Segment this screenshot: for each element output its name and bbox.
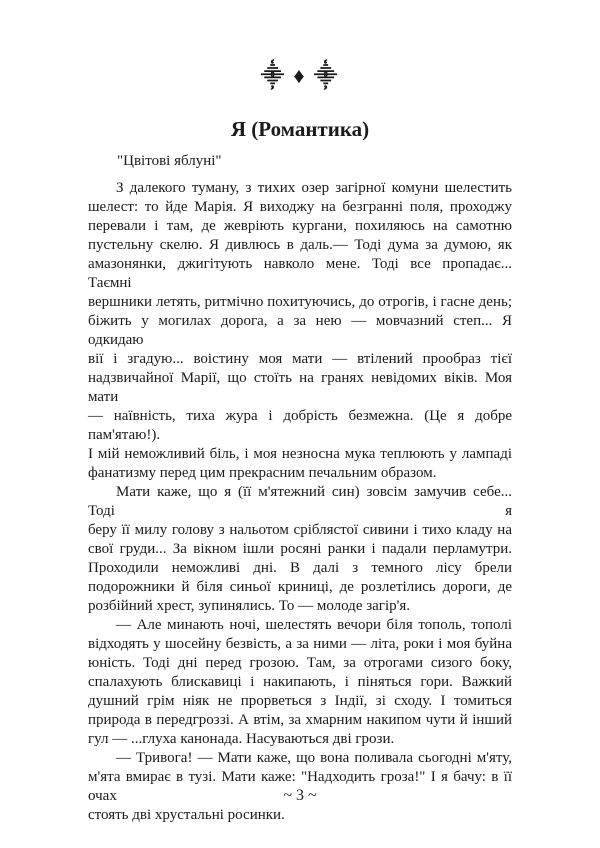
text-line: надзвичайної Марії, що стоїть на гранях невідомих віків. Моя мати: [88, 370, 512, 405]
text-line: свої груди... За вікном ішли росяні ранки і падали перламутри.: [88, 541, 512, 557]
text-line: шелест: то йде Марія. Я виходжу на безгранні поля, проходжу: [88, 199, 512, 215]
text-line: фанатизму перед цим прекрасним печальним образом.: [88, 465, 437, 481]
text-line: природа в передгроззі. А втім, за хмарним накипом чути й інший: [88, 712, 512, 728]
epigraph: "Цвітові яблуні": [117, 153, 222, 169]
text-line: амазонянки, джигітують навколо мене. Тоді все пропадає... Таємні: [88, 256, 512, 291]
text-line: відходять у шосейну безвість, а за ними — літа, роки і моя буйна: [88, 636, 512, 652]
text-line: гул — ...глуха канонада. Насуваються дві грози.: [88, 731, 395, 747]
text-line: Мати каже, що я (її м'ятежний син) зовсім замучив себе... Тоді я: [88, 484, 512, 519]
text-line: юність. Тоді дні перед грозою. Там, за отрогами сизого боку,: [88, 655, 512, 671]
text-line: подорожники й біля синьої криниці, де розлетілись дороги, де: [88, 579, 512, 595]
header-ornament: [0, 62, 600, 90]
text-line: — Тривога! — Мати каже, що вона поливала сьогодні м'яту,: [116, 750, 512, 766]
page-footer: [0, 786, 600, 806]
body-text: [88, 179, 512, 825]
paragraph: [88, 616, 512, 749]
text-line: пустельну скелю. Я дивлюсь в даль.— Тоді дума за думою, як: [88, 237, 512, 253]
page-number: 3: [296, 787, 304, 804]
text-line: біжить у могилах дорога, а за нею — мовчазний степ... Я одкидаю: [88, 313, 512, 348]
text-line: спалахують блискавиці і накипають, і піняться гори. Важкий: [88, 674, 512, 690]
text-line: перевали і там, де жевріють кургани, похиляюсь на самотню: [88, 218, 512, 234]
text-line: — Але минають ночі, шелестять вечори біля тополь, тополі: [116, 617, 512, 633]
text-line: З далекого туману, з тихих озер загірної комуни шелестить: [116, 180, 512, 196]
footer-ornament-right-icon: ~: [308, 787, 317, 804]
text-line: — наївність, тиха жура і добрість безмежна. (Це я добре пам'ятаю!).: [88, 408, 512, 443]
text-line: беру її милу голову з нальотом сріблястої сивини і тихо кладу на: [88, 522, 512, 538]
text-line: душний грім ніяк не прорветься з Індії, зі сходу. І томиться: [88, 693, 512, 709]
text-line: стоять дві хрустальні росинки.: [88, 807, 285, 823]
ornament-diamond-icon: ♦: [293, 63, 307, 88]
text-line: Проходили неможливі дні. В далі з темного лісу брели: [88, 560, 512, 576]
text-line: м'ята вмирає в тузі. Мати каже: "Надходить гроза!" І я бачу: в її очах: [88, 769, 512, 804]
paragraph: [88, 483, 512, 616]
chapter-title: Я (Романтика): [230, 117, 370, 141]
ornament-left-icon: ⸎: [260, 63, 286, 88]
ornament-right-icon: ⸎: [314, 63, 340, 88]
text-line: вершники летять, ритмічно похитуючись, до отрогів, і гасне день;: [88, 294, 512, 310]
footer-ornament-left-icon: ~: [283, 787, 292, 804]
text-line: розбійний хрест, зупинялись. То — молоде загір'я.: [88, 598, 410, 614]
text-line: вії і згадую... воістину моя мати — втілений прообраз тієї: [88, 351, 512, 367]
paragraph: [88, 179, 512, 483]
text-line: І мій неможливий біль, і моя незносна мука теплюють у лампаді: [88, 446, 512, 462]
